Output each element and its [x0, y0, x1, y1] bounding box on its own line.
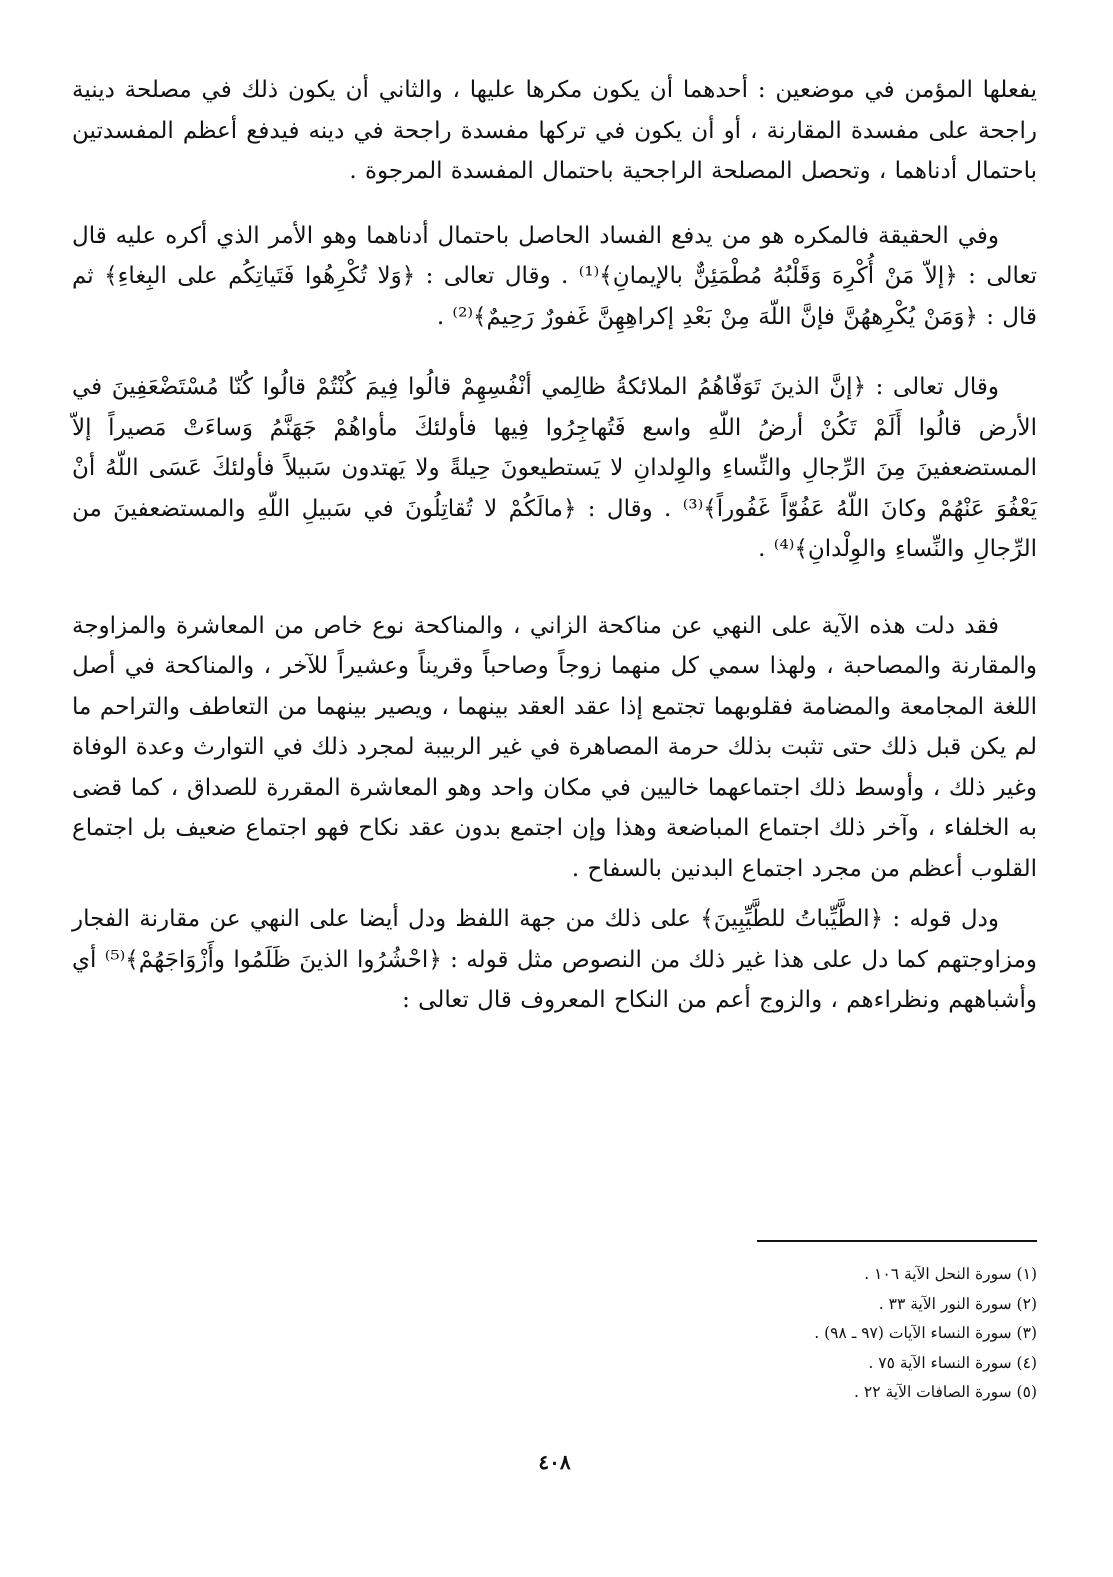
body-paragraph: يفعلها المؤمن في موضعين : أحدهما أن يكون مكرها عليها ، والثاني أن يكون ذلك في مصلحة دينية راجحة على مفسدة المقارنة ، أو أن يكون في تركها مفسدة راجحة في دينه فيدفع أعظم المفسدتين باحتمال أدناهما ، وتحصل المصلحة الراجحية باحتمال المفسدة المرجوة . [72, 77, 1037, 184]
footnote-4: (٤) سورة النساء الآية ٧٥ . [868, 1353, 1037, 1372]
body-paragraph: وفي الحقيقة فالمكره هو من يدفع الفساد الحاصل باحتمال أدناهما وهو الأمر الذي أكره عليه قال تعالى : ﴿إلاّ مَنْ أُكْرِهَ وَقَلْبُهُ مُطْمَئِنٌّ بالإيمانِ﴾⁽¹⁾ . وقال تعالى : ﴿وَلا تُكْرِهُوا فَتَياتِكُم على البِغاءِ﴾ ثم قال : ﴿وَمَنْ يُكْرِههُنَّ فإنَّ اللّهَ مِنْ بَعْدِ إكراهِهِنَّ غَفورٌ رَحِيمٌ﴾⁽²⁾ . [72, 222, 1037, 330]
footnotes-list [72, 1260, 1037, 1408]
footnote-5: (٥) سورة الصافات الآية ٢٢ . [854, 1383, 1037, 1401]
body-paragraph: ودل قوله : ﴿الطَّيِّباتُ للطَّيِّبِينَ﴾ على ذلك من جهة اللفظ ودل أيضا على النهي عن مقارنة الفجار ومزاوجتهم كما دل على هذا غير ذلك من النصوص مثل قوله : ﴿احْشُرُوا الذينَ ظَلَمُوا وأَزْوَاجَهُمْ﴾⁽⁵⁾ أي وأشباههم ونظراءهم ، والزوج أعم من النكاح المعروف قال تعالى : [72, 906, 1037, 1013]
body-paragraph: وقال تعالى : ﴿إنَّ الذينَ تَوَفّاهُمُ الملائكةُ ظالِمي أنْفُسِهِمْ قالُوا فِيمَ كُنْتُمْ قالُوا كُنّا مُسْتَضْعَفِينَ في الأرض قالُوا أَلَمْ تَكُنْ أرضُ اللّهِ واسع فَتُهاجِرُوا فِيها فأولئكَ مأواهُمْ جَهَنَّمُ وَساءَتْ مَصيراً إلاّ المستضعفينَ مِنَ الرِّجالِ والنِّساءِ والوِلدانِ لا يَستطيعونَ حِيلةً ولا يَهتدون سَبيلاً فأولئكَ عَسَى اللّهُ أنْ يَعْفُوَ عَنْهُمْ وكانَ اللّهُ عَفُوّاً غَفُوراً﴾⁽³⁾ . وقال : ﴿مالَكُمْ لا تُقاتِلُونَ في سَبيلِ اللّهِ والمستضعفينَ من الرِّجالِ والنِّساءِ والوِلْدانِ﴾⁽⁴⁾ . [72, 374, 1037, 562]
footnote-3: (٣) سورة النساء الآيات (٩٧ ـ ٩٨) . [814, 1324, 1037, 1342]
page-number: ٤٠٨ [538, 1450, 571, 1474]
footnote-2: (٢) سورة النور الآية ٣٣ . [878, 1294, 1037, 1313]
footnote-divider [757, 1240, 1037, 1242]
book-page [72, 70, 1037, 1550]
footnote-1: (١) سورة النحل الآية ١٠٦ . [864, 1265, 1037, 1283]
body-paragraph: فقد دلت هذه الآية على النهي عن مناكحة الزاني ، والمناكحة نوع خاص من المعاشرة والمزاوجة والمقارنة والمصاحبة ، ولهذا سمي كل منهما زوجاً وصاحباً وقريناً وعشيراً للآخر ، والمناكحة في أصل اللغة المجامعة والمضامة فقلوبهما تجتمع إذا عقد العقد بينهما ، ويصير بينهما من التعاطف والتراحم ما لم يكن قبل ذلك حتى تثبت بذلك حرمة المصاهرة في غير الربيبة لمجرد ذلك في التوارث وعدة الوفاة وغير ذلك ، وأوسط ذلك اجتماعهما خاليين في مكان واحد وهو المعاشرة المقررة للصداق ، كما قضى به الخلفاء ، وآخر ذلك اجتماع المباضعة وهذا وإن اجتمع بدون عقد نكاح فهو اجتماع ضعيف بل اجتماع القلوب أعظم من مجرد اجتماع البدنين بالسفاح . [72, 612, 1037, 882]
